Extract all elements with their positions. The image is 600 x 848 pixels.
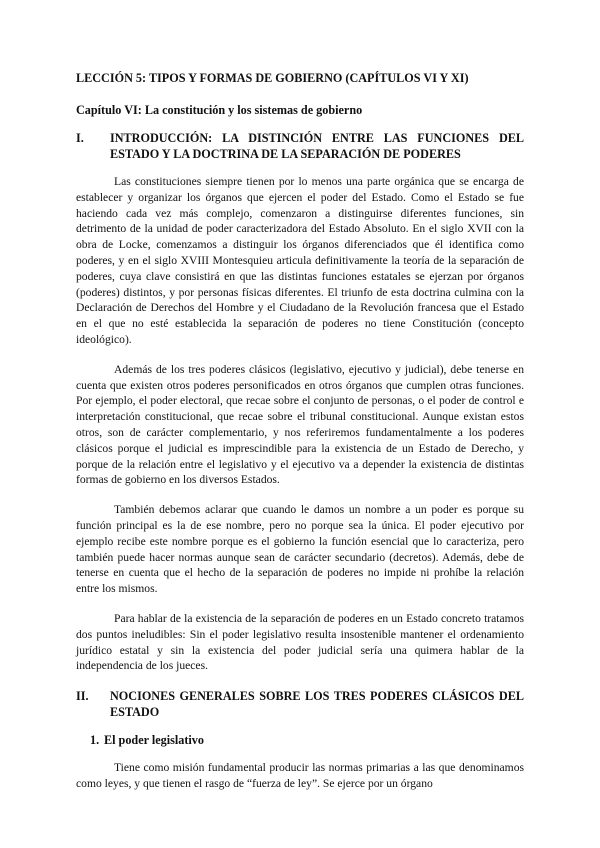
section-heading-2	[76, 688, 524, 720]
paragraph-4: Para hablar de la existencia de la separación de poderes en un Estado concreto tratamos dos puntos ineludibles: Sin el poder legislativo resulta insostenible mantener el ordenamiento jurídico estatal y sin la existencia del poder judicial sería una quimera hablar de la independencia de los jueces.	[76, 611, 524, 673]
paragraph-5: Tiene como misión fundamental producir las normas primarias a las que denominamos como leyes, y que tienen el rasgo de “fuerza de ley”. Se ejerce por un órgano	[76, 761, 524, 790]
section-number: II.	[76, 689, 89, 704]
subsection-number: 1.	[90, 733, 100, 748]
paragraph-2: Además de los tres poderes clásicos (legislativo, ejecutivo y judicial), debe tenerse en cuenta que existen otros poderes personificados en otros órganos que cumplen otras funciones. Por ejemplo, el poder electoral, que recae sobre el conjunto de personas, o el poder de control e interpretación constitucional, que recae sobre el tribunal constitucional. Aunque existan estos otros, son de carácter complementario, y nos referiremos fundamentalmente a los poderes clásicos porque el judicial es imprescindible para la existencia de un Estado de Derecho, y porque de la relación entre el legislativo y el ejecutivo va a depender la existencia de distintas formas de gobierno en los diversos Estados.	[76, 362, 524, 487]
section-number: I.	[76, 131, 84, 145]
section-title: NOCIONES GENERALES SOBRE LOS TRES PODERES CLÁSICOS DEL ESTADO	[110, 689, 524, 720]
section-title: INTRODUCCIÓN: LA DISTINCIÓN ENTRE LAS FUNCIONES DEL ESTADO Y LA DOCTRINA DE LA SEPARACIÓN DE PODERES	[110, 131, 524, 161]
lesson-title: LECCIÓN 5: TIPOS Y FORMAS DE GOBIERNO (CAPÍTULOS VI Y XI)	[76, 71, 469, 85]
section-heading-1	[76, 130, 524, 162]
paragraph-1: Las constituciones siempre tienen por lo menos una parte orgánica que se encarga de establecer y organizar los órganos que ejercen el poder del Estado. Como el Estado se fue haciendo cada vez más complejo, comenzaron a distinguirse diferentes funciones, sin detrimento de la unidad de poder caracterizadora del Estado Absoluto. En el siglo XVII con la obra de Locke, comenzamos a distinguir los órganos diferenciados que él identifica como poderes, y en el siglo XVIII Montesquieu articula definitivamente la teoría de la separación de poderes, cuya clave consistirá en que las distintas funciones estatales se ejerzan por órganos (poderes) distintos, y por personas físicas diferentes. El triunfo de esta doctrina culmina con la Declaración de Derechos del Hombre y el Ciudadano de la Revolución francesa que el Estado en el que no esté establecida la separación de poderes no tiene Constitución (concepto ideológico).	[76, 175, 524, 346]
chapter-title: Capítulo VI: La constitución y los sistemas de gobierno	[76, 103, 363, 117]
subsection-title: El poder legislativo	[104, 733, 204, 748]
paragraph-3: También debemos aclarar que cuando le damos un nombre a un poder es porque su función principal es la de ese nombre, pero no porque sea la única. El poder ejecutivo por ejemplo recibe este nombre porque es el gobierno la función esencial que lo caracteriza, pero también puede hacer normas aunque sean de carácter secundario (decretos). Además, debe de tenerse en cuenta que el hecho de la separación de poderes no impide ni prohíbe la relación entre los mismos.	[76, 503, 524, 596]
subsection-heading-1	[90, 732, 524, 748]
